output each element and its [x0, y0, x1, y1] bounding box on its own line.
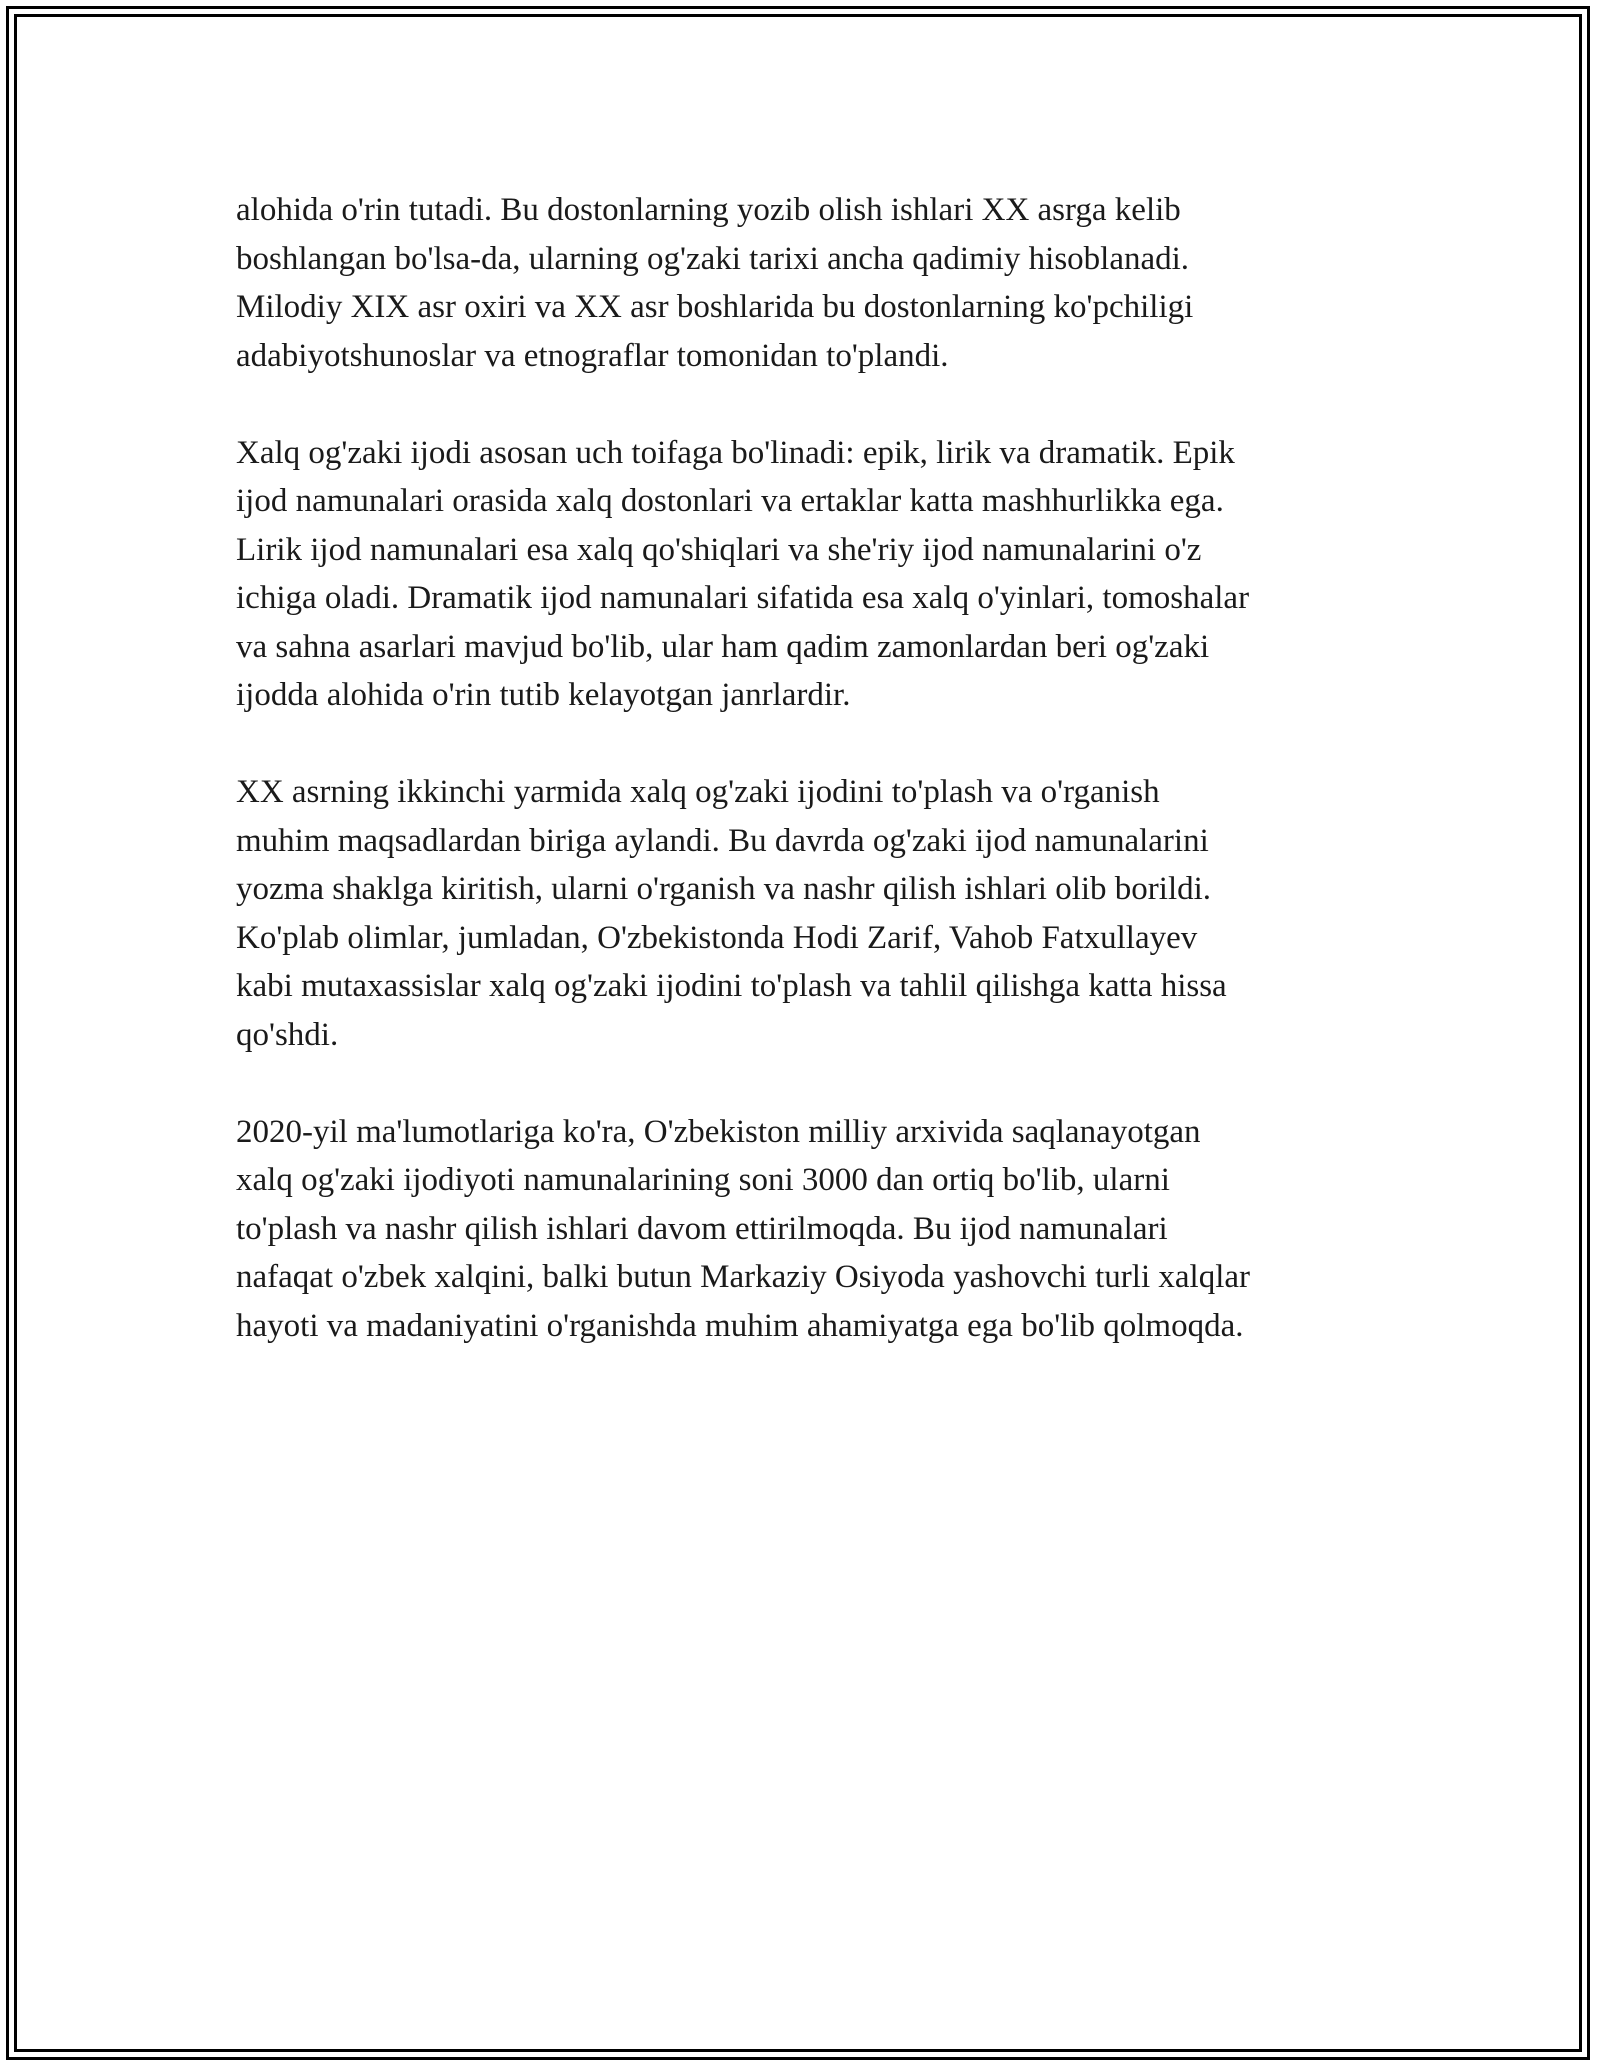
document-body — [236, 186, 1396, 1350]
paragraph-1: alohida o'rin tutadi. Bu dostonlarning yozib olish ishlari XX asrga kelib boshlangan bo'lsa-da, ularning og'zaki tarixi ancha qadimiy hisoblanadi. Milodiy XIX asr oxiri va XX asr boshlarida bu dostonlarning ko'pchiligi adabiyotshunoslar va etnograflar tomonidan to'plandi. — [236, 192, 1194, 374]
paragraph-4: 2020-yil ma'lumotlariga ko'ra, O'zbekiston milliy arxivida saqlanayotgan xalq og'zaki ijodiyoti namunalarining soni 3000 dan ortiq bo'lib, ularni to'plash va nashr qilish ishlari davom ettirilmoqda. Bu ijod namunalari nafaqat o'zbek xalqini, balki butun Markaziy Osiyoda yashovchi turli xalqlar hayoti va madaniyatini o'rganishda muhim ahamiyatga ega bo'lib qolmoqda. — [236, 1113, 1250, 1344]
paragraph-2: Xalq og'zaki ijodi asosan uch toifaga bo'linadi: epik, lirik va dramatik. Epik ijod namunalari orasida xalq dostonlari va ertaklar katta mashhurlikka ega. Lirik ijod namunalari esa xalq qo'shiqlari va she'riy ijod namunalarini o'z ichiga oladi. Dramatik ijod namunalari sifatida esa xalq o'yinlari, tomoshalar va sahna asarlari mavjud bo'lib, ular ham qadim zamonlardan beri og'zaki ijodda alohida o'rin tutib kelayotgan janrlardir. — [236, 434, 1250, 713]
paragraph-3: XX asrning ikkinchi yarmida xalq og'zaki ijodini to'plash va o'rganish muhim maqsadlardan biriga aylandi. Bu davrda og'zaki ijod namunalarini yozma shaklga kiritish, ularni o'rganish va nashr qilish ishlari olib borildi. Ko'plab olimlar, jumladan, O'zbekistonda Hodi Zarif, Vahob Fatxullayev kabi mutaxassislar xalq og'zaki ijodini to'plash va tahlil qilishga katta hissa qo'shdi. — [236, 774, 1227, 1053]
